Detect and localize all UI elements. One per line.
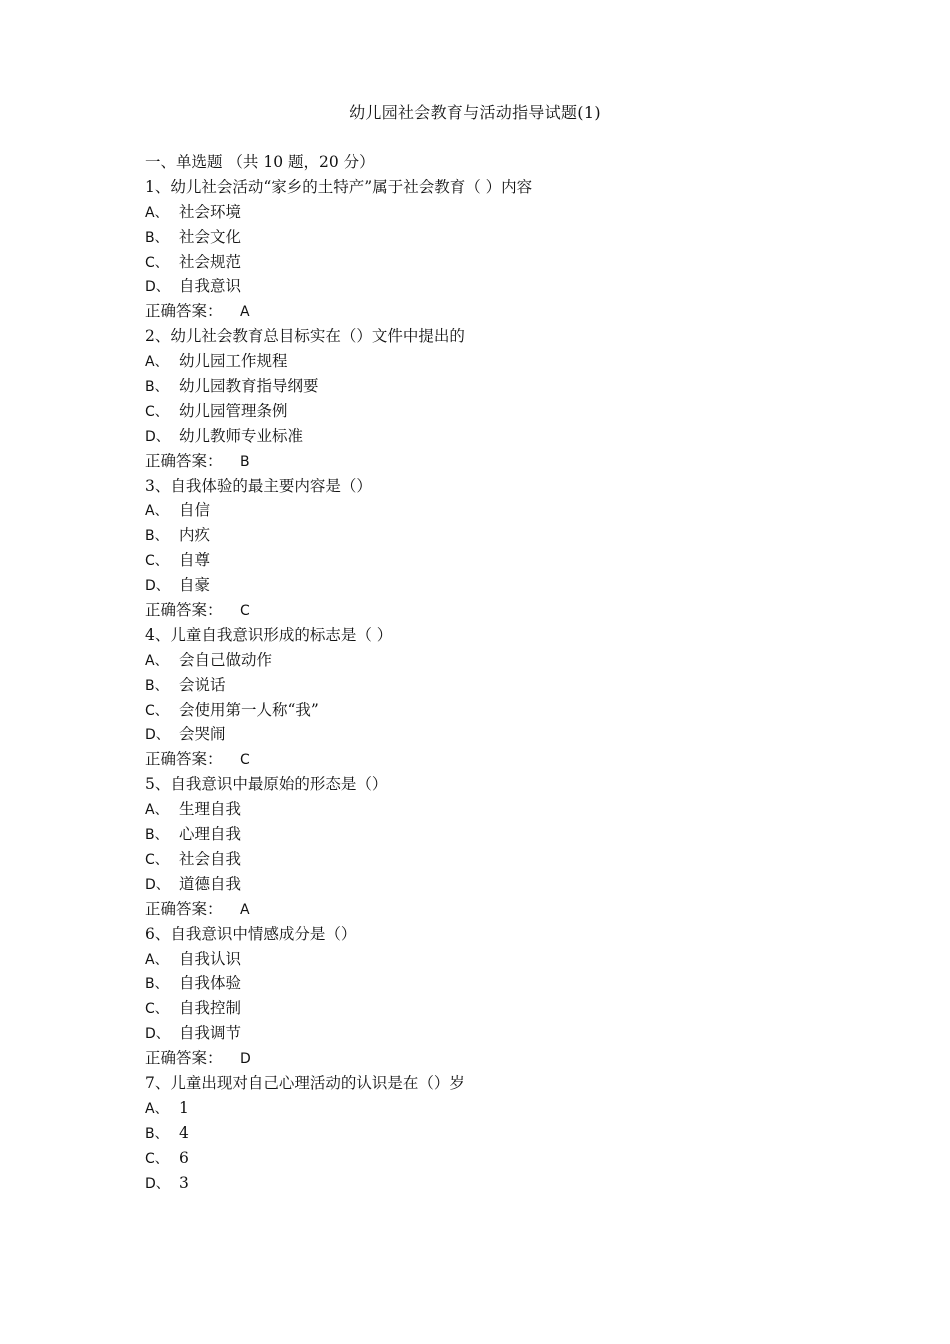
correct-answer-value: D — [240, 1051, 251, 1068]
option-text: 社会自我 — [179, 849, 242, 868]
option-letter: D、 — [145, 1026, 170, 1043]
option-letter: C、 — [145, 851, 169, 868]
option-letter: B、 — [145, 379, 169, 396]
option-text: 幼儿园管理条例 — [179, 401, 288, 420]
option-letter: C、 — [145, 403, 169, 420]
correct-answer-value: B — [240, 453, 250, 470]
option-text: 自我控制 — [179, 999, 242, 1018]
answer-option — [145, 1146, 845, 1171]
option-letter: C、 — [145, 1001, 169, 1018]
answer-option — [145, 847, 845, 872]
correct-answer-label: 正确答案： — [145, 302, 223, 321]
answer-option — [145, 996, 845, 1021]
option-text: 幼儿教师专业标准 — [179, 426, 304, 445]
question-stem: 5、自我意识中最原始的形态是（） — [145, 775, 388, 794]
section-heading: 一、单选题 （共 10 题，20 分） — [145, 153, 375, 171]
answer-option — [145, 424, 845, 449]
answer-option — [145, 797, 845, 822]
option-text: 1 — [179, 1098, 189, 1117]
correct-answer-label: 正确答案： — [145, 451, 223, 470]
question-stem: 4、儿童自我意识形成的标志是（ ） — [145, 625, 393, 644]
option-letter: A、 — [145, 802, 169, 819]
option-letter: D、 — [145, 428, 170, 445]
option-text: 内疚 — [179, 526, 211, 545]
option-letter: B、 — [145, 528, 169, 545]
answer-option — [145, 1021, 845, 1046]
answer-option — [145, 225, 845, 250]
option-letter: D、 — [145, 1175, 170, 1192]
correct-answer — [145, 897, 845, 922]
option-letter: B、 — [145, 677, 169, 694]
option-text: 会使用第一人称“我” — [179, 700, 319, 719]
option-letter: A、 — [145, 354, 169, 371]
option-letter: C、 — [145, 1150, 169, 1167]
question-stem: 2、幼儿社会教育总目标实在（）文件中提出的 — [145, 327, 465, 346]
answer-option — [145, 971, 845, 996]
option-text: 自我体验 — [179, 974, 242, 993]
question-stem: 3、自我体验的最主要内容是（） — [145, 476, 372, 495]
correct-answer — [145, 299, 845, 324]
option-text: 社会规范 — [179, 252, 242, 271]
correct-answer-value: A — [240, 901, 250, 918]
option-text: 4 — [179, 1123, 189, 1142]
answer-option — [145, 822, 845, 847]
correct-answer-label: 正确答案： — [145, 1049, 223, 1068]
correct-answer-value: C — [240, 752, 250, 769]
document-body — [145, 150, 845, 1195]
answer-option — [145, 250, 845, 275]
option-letter: B、 — [145, 976, 169, 993]
option-letter: C、 — [145, 254, 169, 271]
answer-option — [145, 1121, 845, 1146]
option-letter: A、 — [145, 1100, 169, 1117]
option-text: 3 — [179, 1173, 189, 1192]
option-text: 自我意识 — [179, 277, 242, 296]
correct-answer-label: 正确答案： — [145, 750, 223, 769]
answer-option — [145, 1171, 845, 1196]
option-letter: B、 — [145, 1125, 169, 1142]
correct-answer-value: C — [240, 603, 250, 620]
option-text: 自尊 — [179, 551, 211, 570]
option-text: 幼儿园工作规程 — [179, 352, 288, 371]
answer-option — [145, 947, 845, 972]
answer-option — [145, 548, 845, 573]
option-text: 自我认识 — [179, 949, 242, 968]
answer-option — [145, 274, 845, 299]
option-letter: B、 — [145, 229, 169, 246]
option-text: 社会文化 — [179, 227, 242, 246]
answer-option — [145, 698, 845, 723]
option-text: 会自己做动作 — [179, 650, 273, 669]
answer-option — [145, 349, 845, 374]
option-text: 心理自我 — [179, 825, 242, 844]
answer-option — [145, 648, 845, 673]
option-letter: B、 — [145, 827, 169, 844]
option-text: 6 — [179, 1148, 189, 1167]
correct-answer — [145, 747, 845, 772]
option-letter: C、 — [145, 702, 169, 719]
option-letter: C、 — [145, 553, 169, 570]
option-letter: D、 — [145, 876, 170, 893]
question-stem: 7、儿童出现对自己心理活动的认识是在（）岁 — [145, 1073, 465, 1092]
option-text: 幼儿园教育指导纲要 — [179, 377, 319, 396]
answer-option — [145, 673, 845, 698]
option-text: 自豪 — [179, 576, 211, 595]
correct-answer — [145, 449, 845, 474]
answer-option — [145, 374, 845, 399]
option-text: 自我调节 — [179, 1024, 242, 1043]
question-stem: 1、幼儿社会活动“家乡的土特产”属于社会教育（ ）内容 — [145, 177, 533, 196]
correct-answer — [145, 598, 845, 623]
option-text: 会哭闹 — [179, 725, 226, 744]
correct-answer — [145, 1046, 845, 1071]
option-text: 社会环境 — [179, 202, 242, 221]
correct-answer-label: 正确答案： — [145, 899, 223, 918]
option-letter: A、 — [145, 503, 169, 520]
option-letter: A、 — [145, 204, 169, 221]
option-letter: D、 — [145, 578, 170, 595]
option-text: 会说话 — [179, 675, 226, 694]
answer-option — [145, 399, 845, 424]
option-text: 生理自我 — [179, 800, 242, 819]
answer-option — [145, 523, 845, 548]
answer-option — [145, 573, 845, 598]
answer-option — [145, 200, 845, 225]
answer-option — [145, 872, 845, 897]
document-title: 幼儿园社会教育与活动指导试题(1) — [349, 103, 601, 122]
answer-option — [145, 498, 845, 523]
correct-answer-value: A — [240, 304, 250, 321]
question-stem: 6、自我意识中情感成分是（） — [145, 924, 357, 943]
correct-answer-label: 正确答案： — [145, 601, 223, 620]
option-text: 道德自我 — [179, 874, 242, 893]
option-letter: A、 — [145, 652, 169, 669]
answer-option — [145, 722, 845, 747]
option-letter: D、 — [145, 279, 170, 296]
option-letter: A、 — [145, 951, 169, 968]
option-text: 自信 — [179, 501, 211, 520]
answer-option — [145, 1096, 845, 1121]
option-letter: D、 — [145, 727, 170, 744]
